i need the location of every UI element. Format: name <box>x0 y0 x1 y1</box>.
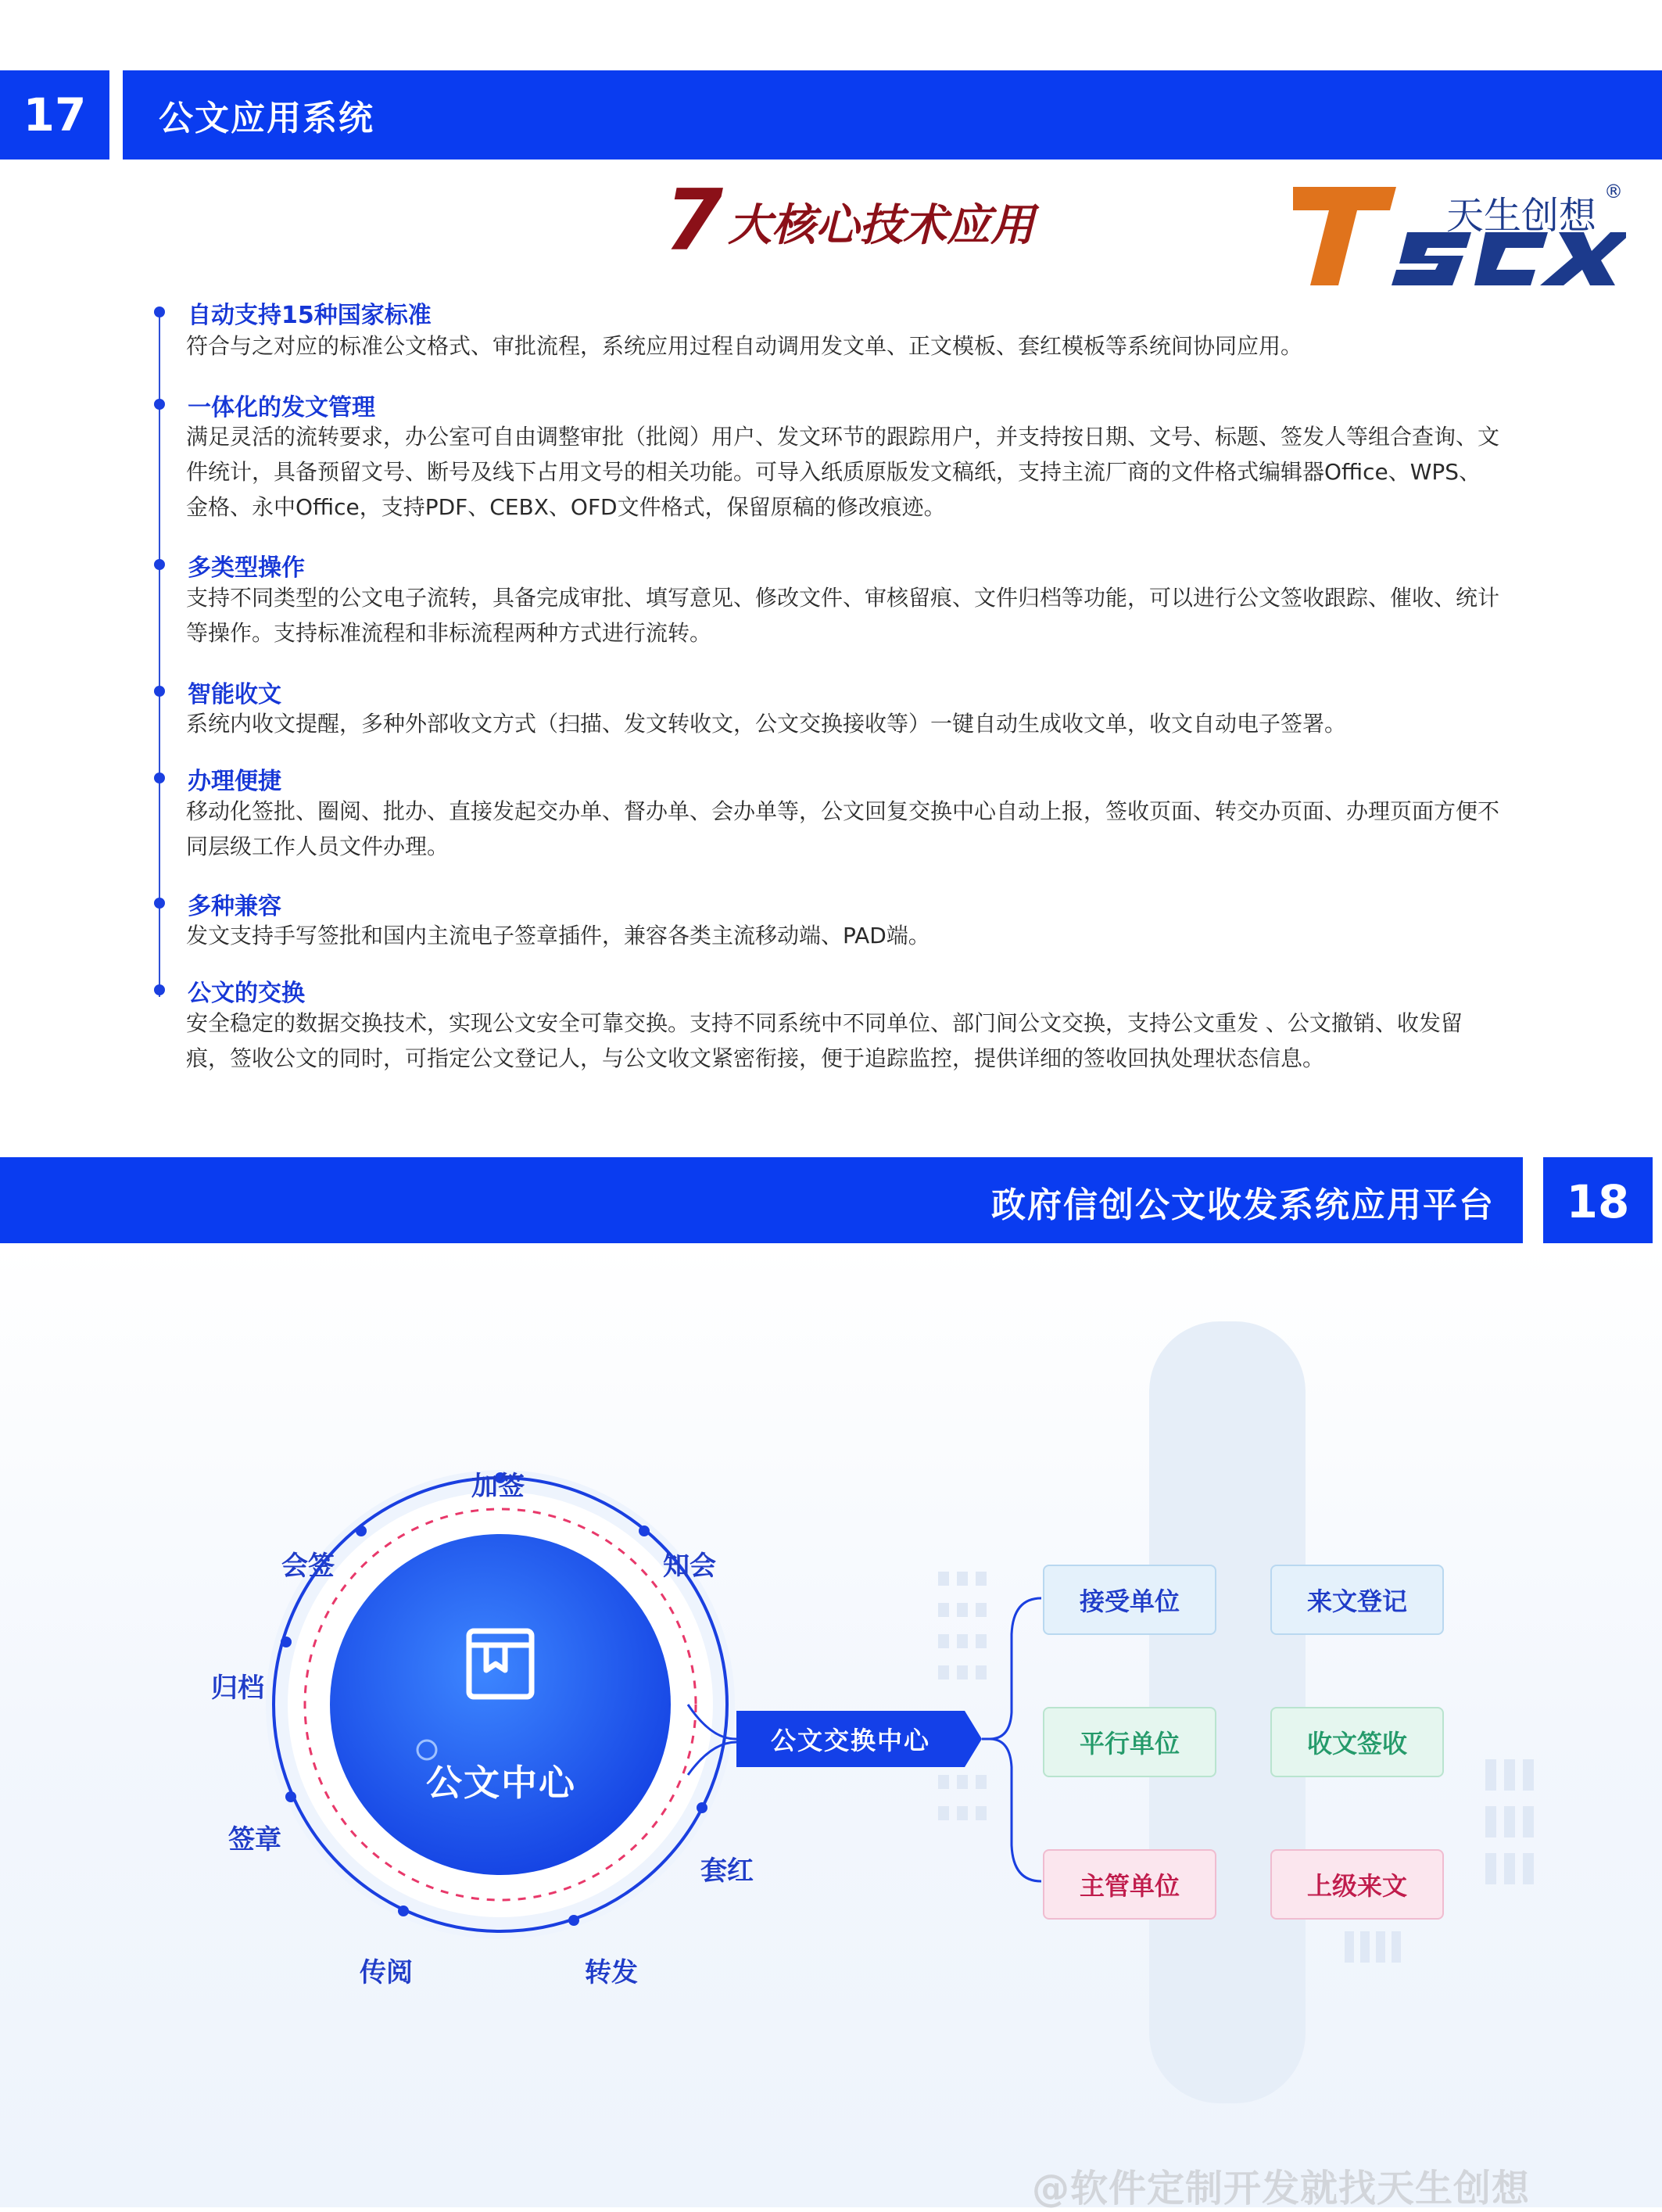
feature-body: 发文支持手写签批和国内主流电子签章插件，兼容各类主流移动端、PAD端。 <box>186 923 930 948</box>
feature-title: 公文的交换 <box>188 980 305 1007</box>
unit-superior-document: 上级来文 <box>1270 1849 1444 1920</box>
feature-title: 一体化的发文管理 <box>188 394 375 421</box>
feature-body: 符合与之对应的标准公文格式、审批流程，系统应用过程自动调用发文单、正文模板、套红模板等系统间协同应用。 <box>186 333 1303 359</box>
ring-label: 签章 <box>228 1824 281 1855</box>
ring-label: 会签 <box>281 1551 335 1582</box>
feature-body: 支持不同类型的公文电子流转，具备完成审批、填写意见、修改文件、审核留痕、文件归档等功能，可以进行公文签收跟踪、催收、统计等操作。支持标准流程和非标流程两种方式进行流转。 <box>186 585 1500 646</box>
ring-label: 转发 <box>585 1957 638 1988</box>
ring-label: 加签 <box>471 1471 525 1502</box>
hub-arrow-tip <box>965 1711 982 1767</box>
unit-incoming-registration: 来文登记 <box>1270 1565 1444 1635</box>
exchange-center-box: 公文交换中心 <box>736 1711 965 1767</box>
subtitle-text: 大核心技术应用 <box>728 200 1035 251</box>
page-number-17: 17 <box>0 70 109 160</box>
feature-title: 办理便捷 <box>188 768 281 795</box>
feature-title: 多类型操作 <box>188 554 305 582</box>
feature-title: 自动支持15种国家标准 <box>188 302 432 329</box>
unit-supervising: 主管单位 <box>1043 1849 1216 1920</box>
ring-label: 传阅 <box>360 1957 413 1988</box>
unit-receiving: 接受单位 <box>1043 1565 1216 1635</box>
feature-body: 移动化签批、圈阅、批办、直接发起交办单、督办单、会办单等，公文回复交换中心自动上报，签收页面、转交办页面、办理页面方便不同层级工作人员文件办理。 <box>186 798 1500 859</box>
ring-label: 归档 <box>211 1672 264 1704</box>
page-title-17: 公文应用系统 <box>123 70 1662 160</box>
feature-title: 多种兼容 <box>188 893 281 920</box>
unit-receipt-signoff: 收文签收 <box>1270 1707 1444 1777</box>
unit-parallel: 平行单位 <box>1043 1707 1216 1777</box>
subtitle-number: 7 <box>664 172 724 270</box>
logo-cn-text: 天生创想 <box>1446 194 1597 238</box>
feature-body: 满足灵活的流转要求，办公室可自由调整审批（批阅）用户、发文环节的跟踪用户，并支持按日期、文号、标题、签发人等组合查询、文件统计，具备预留文号、断号及线下占用文号的相关功能。可导入纸质原版发文稿纸，支持主流厂商的文件格式编辑器Office、WPS、金格、永中Office，支持PDF、CEBX、OFD文件格式，保留原稿的修改痕迹。 <box>186 424 1500 520</box>
center-title: 公文中心 <box>426 1762 576 1804</box>
feature-body: 系统内收文提醒，多种外部收文方式（扫描、发文转收文，公文交换接收等）一键自动生成收文单，收文自动电子签署。 <box>186 711 1347 737</box>
ring-label: 知会 <box>663 1551 716 1582</box>
page-number-18: 18 <box>1543 1157 1653 1246</box>
page-title-18: 政府信创公文收发系统应用平台 <box>0 1157 1523 1246</box>
feature-title: 智能收文 <box>188 681 281 708</box>
ring-label: 套红 <box>700 1855 754 1887</box>
feature-body: 安全稳定的数据交换技术，实现公文安全可靠交换。支持不同系统中不同单位、部门间公文交换，支持公文重发 、公文撤销、收发留痕，签收公文的同时，可指定公文登记人，与公文收文紧密衔接，便于追踪监控，提供详细的签收回执处理状态信息。 <box>186 1010 1463 1071</box>
logo-registered-mark: ® <box>1604 181 1623 203</box>
watermark: @软件定制开发就找天生创想 <box>1032 2167 1531 2210</box>
